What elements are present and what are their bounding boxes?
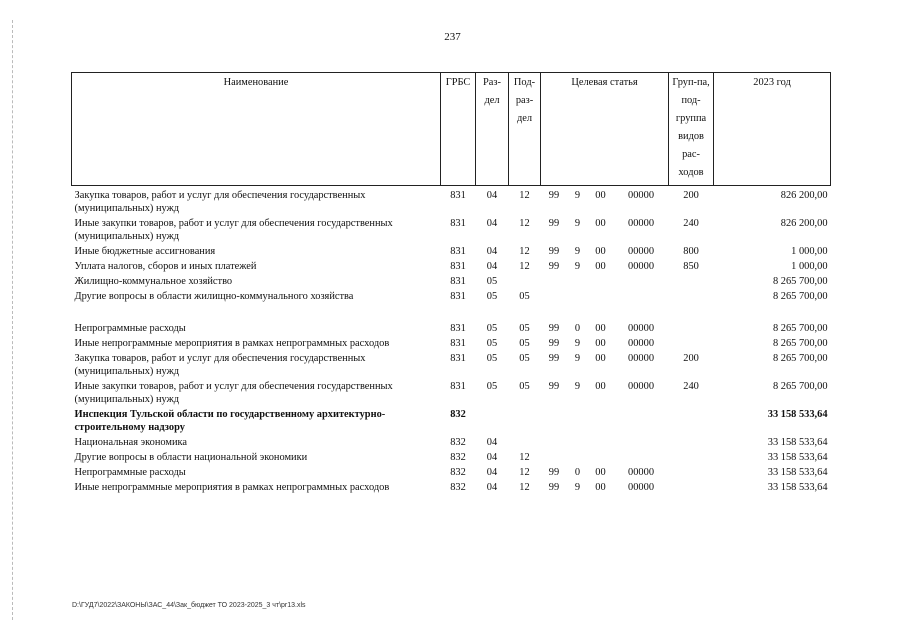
table-row xyxy=(72,244,831,259)
row-name: Уплата налогов, сборов и иных платежей xyxy=(74,261,257,272)
row-expense-group xyxy=(669,274,714,289)
row-name: Закупка товаров, работ и услуг для обеспечения государственных (муниципальных) нужд xyxy=(74,353,366,377)
row-target-program xyxy=(541,407,568,435)
row-expense-group xyxy=(669,407,714,435)
row-podrazdel: 12 xyxy=(519,218,530,229)
row-razdel: 04 xyxy=(486,482,498,493)
row-podrazdel: 12 xyxy=(519,467,530,478)
row-target-program: 99 xyxy=(548,353,560,364)
row-razdel: 04 xyxy=(486,261,498,272)
row-grbs: 831 xyxy=(450,291,466,302)
row-target-direction xyxy=(614,274,669,289)
row-target-subprogram xyxy=(568,435,588,450)
row-amount: 33 158 533,64 xyxy=(767,437,828,448)
row-razdel: 05 xyxy=(486,338,498,349)
table-row xyxy=(72,289,831,304)
row-podrazdel: 05 xyxy=(519,353,530,364)
row-amount: 33 158 533,64 xyxy=(767,409,828,420)
row-grbs: 832 xyxy=(450,409,466,420)
row-target-direction: 00000 xyxy=(628,467,655,478)
row-target-direction: 00000 xyxy=(628,190,655,201)
header-razdel: Раз-дел xyxy=(476,73,509,186)
row-podrazdel: 05 xyxy=(519,381,530,392)
row-target-program xyxy=(541,450,568,465)
row-target-subprogram xyxy=(568,274,588,289)
row-target-subprogram: 9 xyxy=(574,381,581,392)
row-target-subprogram: 9 xyxy=(574,190,581,201)
row-name: Иные бюджетные ассигнования xyxy=(74,246,216,257)
row-podrazdel: 12 xyxy=(519,246,530,257)
row-target-direction: 00000 xyxy=(628,482,655,493)
row-grbs: 831 xyxy=(450,276,466,287)
row-target-subprogram: 9 xyxy=(574,261,581,272)
row-grbs: 831 xyxy=(450,323,466,334)
row-target-main-event: 00 xyxy=(595,381,606,392)
header-podrazdel: Под-раз-дел xyxy=(509,73,541,186)
row-expense-group xyxy=(669,480,714,495)
table-row xyxy=(72,274,831,289)
row-razdel: 04 xyxy=(486,437,498,448)
row-razdel: 05 xyxy=(486,353,498,364)
spacer-row xyxy=(72,304,831,321)
row-podrazdel xyxy=(509,274,541,289)
table-row xyxy=(72,450,831,465)
header-grbs: ГРБС xyxy=(441,73,476,186)
row-name: Иные непрограммные мероприятия в рамках непрограммных расходов xyxy=(74,338,390,349)
table-body xyxy=(72,186,831,496)
row-amount: 8 265 700,00 xyxy=(772,381,828,392)
row-target-subprogram: 0 xyxy=(574,323,581,334)
row-amount: 8 265 700,00 xyxy=(772,291,828,302)
table-row xyxy=(72,407,831,435)
row-target-direction: 00000 xyxy=(628,246,655,257)
row-target-subprogram: 9 xyxy=(574,482,581,493)
row-razdel xyxy=(476,407,509,435)
row-expense-group xyxy=(669,321,714,336)
row-amount: 8 265 700,00 xyxy=(772,276,828,287)
row-target-program: 99 xyxy=(548,261,560,272)
row-amount: 8 265 700,00 xyxy=(772,338,828,349)
row-podrazdel: 05 xyxy=(519,291,530,302)
table-row xyxy=(72,259,831,274)
row-name: Другие вопросы в области национальной экономики xyxy=(74,452,308,463)
row-grbs: 831 xyxy=(450,218,466,229)
row-target-main-event xyxy=(588,289,614,304)
row-grbs: 832 xyxy=(450,482,466,493)
row-expense-group: 850 xyxy=(683,261,699,272)
row-target-subprogram xyxy=(568,407,588,435)
row-razdel: 04 xyxy=(486,246,498,257)
table-row xyxy=(72,321,831,336)
row-target-program: 99 xyxy=(548,218,560,229)
row-grbs: 832 xyxy=(450,452,466,463)
row-target-program xyxy=(541,289,568,304)
budget-table xyxy=(71,72,831,495)
row-name: Жилищно-коммунальное хозяйство xyxy=(74,276,233,287)
row-grbs: 831 xyxy=(450,261,466,272)
row-target-program xyxy=(541,435,568,450)
row-expense-group: 240 xyxy=(683,218,699,229)
row-target-program xyxy=(541,274,568,289)
row-target-main-event: 00 xyxy=(595,482,606,493)
row-target-subprogram: 9 xyxy=(574,353,581,364)
row-name: Другие вопросы в области жилищно-коммунального хозяйства xyxy=(74,291,354,302)
row-target-direction xyxy=(614,407,669,435)
row-target-program: 99 xyxy=(548,381,560,392)
row-expense-group xyxy=(669,336,714,351)
row-amount: 33 158 533,64 xyxy=(767,452,828,463)
row-expense-group xyxy=(669,435,714,450)
row-amount: 8 265 700,00 xyxy=(772,353,828,364)
row-target-main-event xyxy=(588,407,614,435)
row-target-main-event xyxy=(588,435,614,450)
row-name: Инспекция Тульской области по государственному архитектурно-строительному надзору xyxy=(74,409,386,433)
row-target-main-event: 00 xyxy=(595,353,606,364)
row-target-direction xyxy=(614,289,669,304)
row-target-direction: 00000 xyxy=(628,323,655,334)
margin-guide-line xyxy=(12,20,13,620)
row-target-subprogram: 9 xyxy=(574,246,581,257)
row-amount: 8 265 700,00 xyxy=(772,323,828,334)
header-expense-group: Груп-па, под-группа видов рас-ходов xyxy=(669,73,714,186)
row-amount: 826 200,00 xyxy=(780,190,828,201)
row-target-main-event: 00 xyxy=(595,261,606,272)
row-expense-group: 240 xyxy=(683,381,699,392)
row-target-program: 99 xyxy=(548,323,560,334)
row-target-main-event: 00 xyxy=(595,338,606,349)
row-amount: 33 158 533,64 xyxy=(767,467,828,478)
row-razdel: 04 xyxy=(486,452,498,463)
row-target-direction: 00000 xyxy=(628,261,655,272)
row-grbs: 832 xyxy=(450,467,466,478)
row-amount: 826 200,00 xyxy=(780,218,828,229)
row-target-main-event xyxy=(588,274,614,289)
row-amount: 33 158 533,64 xyxy=(767,482,828,493)
table-row xyxy=(72,379,831,407)
row-podrazdel: 12 xyxy=(519,261,530,272)
row-amount: 1 000,00 xyxy=(791,261,828,272)
row-target-program: 99 xyxy=(548,246,560,257)
row-expense-group xyxy=(669,289,714,304)
row-target-main-event: 00 xyxy=(595,467,606,478)
row-expense-group: 800 xyxy=(683,246,699,257)
row-target-program: 99 xyxy=(548,190,560,201)
row-target-subprogram: 0 xyxy=(574,467,581,478)
row-expense-group: 200 xyxy=(683,353,699,364)
row-razdel: 05 xyxy=(486,323,498,334)
row-podrazdel: 12 xyxy=(519,452,530,463)
row-podrazdel: 12 xyxy=(519,482,530,493)
row-podrazdel xyxy=(509,435,541,450)
row-grbs: 831 xyxy=(450,353,466,364)
page-number: 237 xyxy=(444,31,461,43)
row-expense-group xyxy=(669,465,714,480)
row-target-direction: 00000 xyxy=(628,353,655,364)
row-razdel: 04 xyxy=(486,190,498,201)
row-target-main-event: 00 xyxy=(595,218,606,229)
row-razdel: 05 xyxy=(486,381,498,392)
row-grbs: 832 xyxy=(450,437,466,448)
row-target-program: 99 xyxy=(548,467,560,478)
row-razdel: 05 xyxy=(486,276,498,287)
header-target-article: Целевая статья xyxy=(541,73,669,186)
row-podrazdel: 05 xyxy=(519,323,530,334)
row-target-subprogram xyxy=(568,450,588,465)
table-row xyxy=(72,465,831,480)
row-target-main-event xyxy=(588,450,614,465)
row-grbs: 831 xyxy=(450,381,466,392)
table-header-row xyxy=(72,73,831,186)
header-name: Наименование xyxy=(72,73,441,186)
row-name: Иные непрограммные мероприятия в рамках непрограммных расходов xyxy=(74,482,390,493)
row-target-main-event: 00 xyxy=(595,246,606,257)
row-name: Закупка товаров, работ и услуг для обеспечения государственных (муниципальных) нужд xyxy=(74,190,366,214)
row-name: Иные закупки товаров, работ и услуг для обеспечения государственных (муниципальных) нужд xyxy=(74,381,393,405)
row-name: Непрограммные расходы xyxy=(74,467,186,478)
file-path-footer: D:\ГУД7\2022\ЗАКОНЫ\ЗАС_44\Зак_бюджет ТО 2023-2025_3 чт\pr13.xls xyxy=(72,602,306,609)
row-grbs: 831 xyxy=(450,190,466,201)
row-target-main-event: 00 xyxy=(595,323,606,334)
row-amount: 1 000,00 xyxy=(791,246,828,257)
header-year-2023: 2023 год xyxy=(714,73,831,186)
row-razdel: 04 xyxy=(486,218,498,229)
table-row xyxy=(72,336,831,351)
spacer-cell xyxy=(72,304,831,321)
row-expense-group xyxy=(669,450,714,465)
table-row xyxy=(72,435,831,450)
row-name: Национальная экономика xyxy=(74,437,188,448)
row-target-direction: 00000 xyxy=(628,381,655,392)
row-name: Непрограммные расходы xyxy=(74,323,186,334)
table-row xyxy=(72,216,831,244)
row-target-direction xyxy=(614,435,669,450)
row-target-main-event: 00 xyxy=(595,190,606,201)
row-podrazdel xyxy=(509,407,541,435)
row-target-program: 99 xyxy=(548,482,560,493)
row-target-subprogram xyxy=(568,289,588,304)
row-target-direction: 00000 xyxy=(628,338,655,349)
row-expense-group: 200 xyxy=(683,190,699,201)
row-grbs: 831 xyxy=(450,338,466,349)
row-target-subprogram: 9 xyxy=(574,218,581,229)
row-podrazdel: 05 xyxy=(519,338,530,349)
row-name: Иные закупки товаров, работ и услуг для обеспечения государственных (муниципальных) нужд xyxy=(74,218,393,242)
row-razdel: 05 xyxy=(486,291,498,302)
row-target-program: 99 xyxy=(548,338,560,349)
row-target-direction: 00000 xyxy=(628,218,655,229)
table-row xyxy=(72,186,831,217)
row-target-subprogram: 9 xyxy=(574,338,581,349)
row-target-direction xyxy=(614,450,669,465)
table-row xyxy=(72,351,831,379)
row-grbs: 831 xyxy=(450,246,466,257)
table-row xyxy=(72,480,831,495)
row-podrazdel: 12 xyxy=(519,190,530,201)
row-razdel: 04 xyxy=(486,467,498,478)
